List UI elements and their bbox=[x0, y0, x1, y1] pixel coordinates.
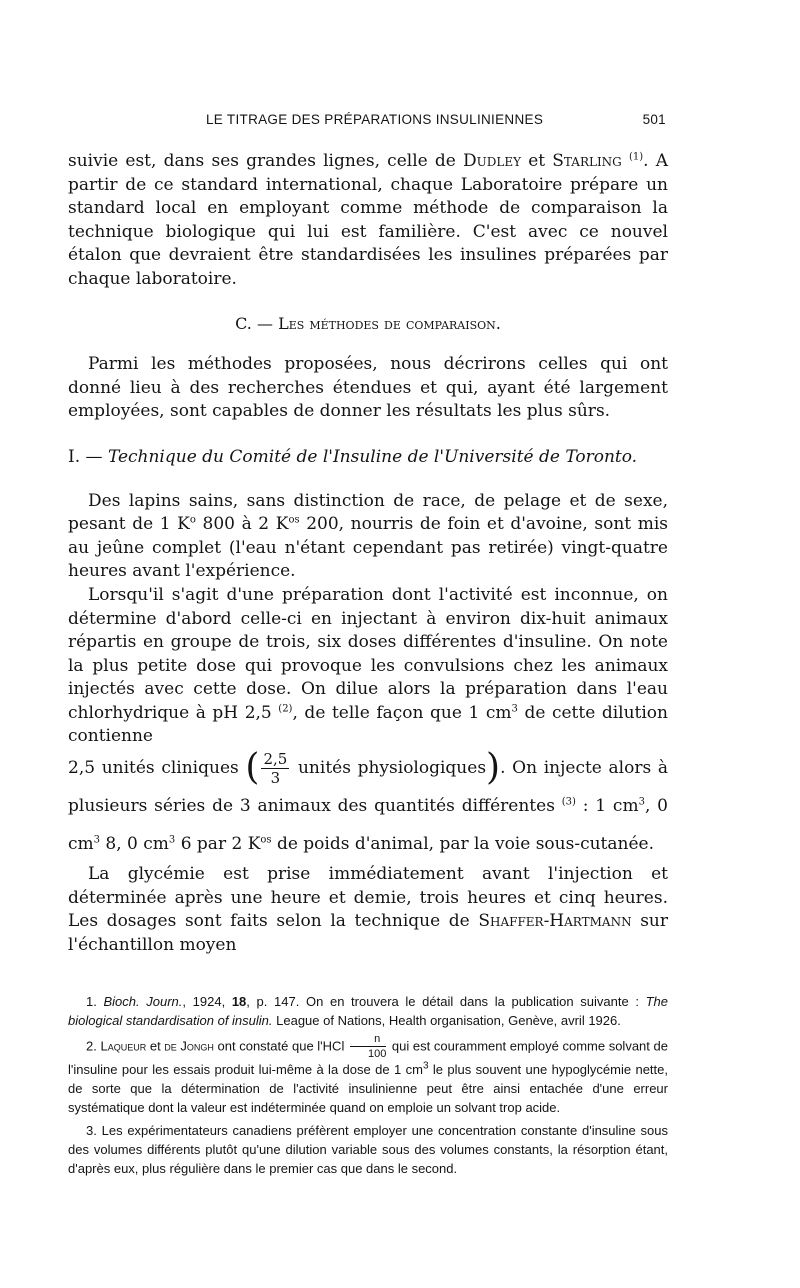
fraction-numerator: n bbox=[350, 1034, 386, 1047]
text-span: 800 à 2 K bbox=[195, 514, 289, 535]
text-span: 2,5 unités cliniques bbox=[68, 758, 246, 779]
superscript: os bbox=[288, 514, 300, 526]
footnote-1 bbox=[68, 992, 668, 1030]
text-span: unités physiologiques bbox=[291, 758, 487, 779]
running-head-title: LE TITRAGE DES PRÉPARATIONS INSULINIENNES bbox=[206, 112, 544, 127]
paragraph-4-formula bbox=[68, 749, 668, 863]
text-span: sur l'échantillon moyen bbox=[68, 911, 669, 955]
author-laqueur: Laqueur bbox=[100, 1038, 147, 1054]
text-span: 200, nourris de foin et d'avoine, sont mis au jeûne complet (l'eau n'étant cependant pas retirée) vingt-quatre heures avant l'expérience. bbox=[68, 514, 668, 582]
superscript: 3 bbox=[511, 703, 518, 715]
footnote-separator bbox=[68, 977, 668, 978]
author-shaffer-hartmann: Shaffer-Hartmann bbox=[478, 911, 632, 932]
journal-title: Bioch. Journ. bbox=[103, 994, 183, 1010]
fraction bbox=[350, 1034, 386, 1060]
superscript: 3 bbox=[422, 1061, 429, 1073]
paren-close-icon: ) bbox=[486, 747, 501, 789]
footnote-number: 2. bbox=[86, 1038, 101, 1054]
section-heading-c bbox=[68, 312, 668, 336]
paragraph-2: Parmi les méthodes proposées, nous décrirons celles qui ont donné lieu à des recherches étendues et qui, ayant été largement employées, sont capables de donner les résultats les plus sûrs. bbox=[68, 354, 668, 422]
section-heading-1 bbox=[68, 446, 668, 470]
text-span: , 0 cm bbox=[68, 796, 668, 855]
author-starling: Starling bbox=[552, 151, 622, 171]
superscript: os bbox=[260, 834, 272, 846]
text-span: Des lapins sains, sans distinction de race, de pelage et de sexe, pesant de 1 K bbox=[68, 490, 668, 535]
text-span: League of Nations, Health organisation, Genève, avril 1926. bbox=[272, 1013, 621, 1029]
text-span: , p. 147. On en trouvera le détail dans la publication suivante : bbox=[246, 994, 646, 1010]
text-span: et bbox=[521, 151, 553, 171]
text-span: 6 par 2 K bbox=[175, 834, 261, 855]
fraction-numerator: 2,5 bbox=[263, 749, 288, 768]
text-span: et bbox=[146, 1038, 165, 1054]
running-head bbox=[68, 108, 668, 132]
text-span: 8, 0 cm bbox=[100, 834, 169, 855]
superscript: 3 bbox=[638, 796, 645, 808]
footnote-ref-1[interactable]: (1) bbox=[628, 151, 644, 163]
paragraph-5 bbox=[68, 863, 668, 957]
text-span: . A partir de ce standard international, chaque Laboratoire prépare un standard local en employant comme méthode de comparaison la technique biologique qui lui est familière. C'est avec ce nouvel étalon que devraient être standardisées les insulines préparées par chaque laboratoire. bbox=[68, 151, 669, 289]
text-span: suivie est, dans ses grandes lignes, celle de bbox=[68, 151, 463, 171]
text-span: : 1 cm bbox=[575, 796, 639, 817]
footnote-ref-2[interactable]: (2) bbox=[278, 703, 293, 715]
footnote-2 bbox=[68, 1034, 668, 1117]
fraction bbox=[261, 749, 289, 787]
paragraph-1 bbox=[68, 150, 668, 292]
heading-title: Technique du Comité de l'Insuline de l'Université de Toronto. bbox=[107, 446, 638, 467]
text-span: La glycémie est prise immédiatement avant l'injection et déterminée après une heure et demie, trois heures et cinq heures. Les dosages sont faits selon la technique de bbox=[68, 864, 668, 932]
text-span: de cette dilution contienne bbox=[68, 702, 668, 747]
text-span: , 1924, bbox=[182, 994, 232, 1010]
paragraph-3 bbox=[68, 490, 668, 584]
fraction-denominator: 3 bbox=[270, 768, 281, 787]
text-span: , de telle façon que 1 cm bbox=[292, 702, 512, 723]
paragraph-4 bbox=[68, 584, 668, 749]
author-dudley: Dudley bbox=[463, 151, 522, 171]
publication-title: The biological standardisation of insulin. bbox=[68, 994, 668, 1029]
footnote-3: 3. Les expérimentateurs canadiens préfèrent employer une concentration constante d'insuline sous des volumes différents plutôt qu'une dilution variable sous des volumes constants, la résorption étant, d'après eux, plus régulière dans le premier cas que dans le second. bbox=[68, 1123, 668, 1177]
footnote-ref-3[interactable]: (3) bbox=[561, 796, 576, 808]
heading-prefix: I. — bbox=[68, 446, 108, 467]
text-span: ont constaté que l'HCl bbox=[213, 1038, 348, 1054]
author-de-jongh: de Jongh bbox=[164, 1038, 214, 1054]
text-span: de poids d'animal, par la voie sous-cutanée. bbox=[271, 834, 654, 855]
volume-number: 18 bbox=[231, 994, 247, 1010]
superscript: 3 bbox=[93, 834, 101, 846]
page-number: 501 bbox=[642, 112, 666, 127]
fraction-denominator: 100 bbox=[367, 1048, 387, 1061]
heading-title: Les méthodes de comparaison. bbox=[278, 313, 501, 333]
body-text bbox=[68, 150, 668, 957]
heading-prefix: C. — bbox=[235, 313, 279, 333]
superscript: o bbox=[189, 514, 196, 526]
text-span: . On injecte alors à plusieurs séries de 3 animaux des quantités différentes bbox=[68, 758, 668, 817]
text-span: le plus souvent une hypoglycémie nette, de sorte que la détermination de l'activité insulinienne peut être ainsi entachée d'une erreur systématique dont la valeur est indéterminée quand on emploie un solvant trop acide. bbox=[68, 1062, 669, 1116]
paren-open-icon: ( bbox=[245, 747, 260, 789]
text-span: qui est couramment employé comme solvant de l'insuline pour les essais produit lui-même à la dose de 1 cm bbox=[68, 1038, 668, 1078]
superscript: 3 bbox=[168, 834, 176, 846]
footnotes bbox=[68, 992, 668, 1178]
text-span: Lorsqu'il s'agit d'une préparation dont l'activité est inconnue, on détermine d'abord celle-ci en injectant à environ dix-huit animaux répartis en groupe de trois, six doses différentes d'insuline. On note la plus petite dose qui provoque les convulsions chez les animaux injectés avec cette dose. On dilue alors la préparation dans l'eau chlorhydrique à pH 2,5 bbox=[68, 584, 668, 723]
footnote-number: 1. bbox=[86, 994, 104, 1010]
page bbox=[68, 108, 668, 1182]
